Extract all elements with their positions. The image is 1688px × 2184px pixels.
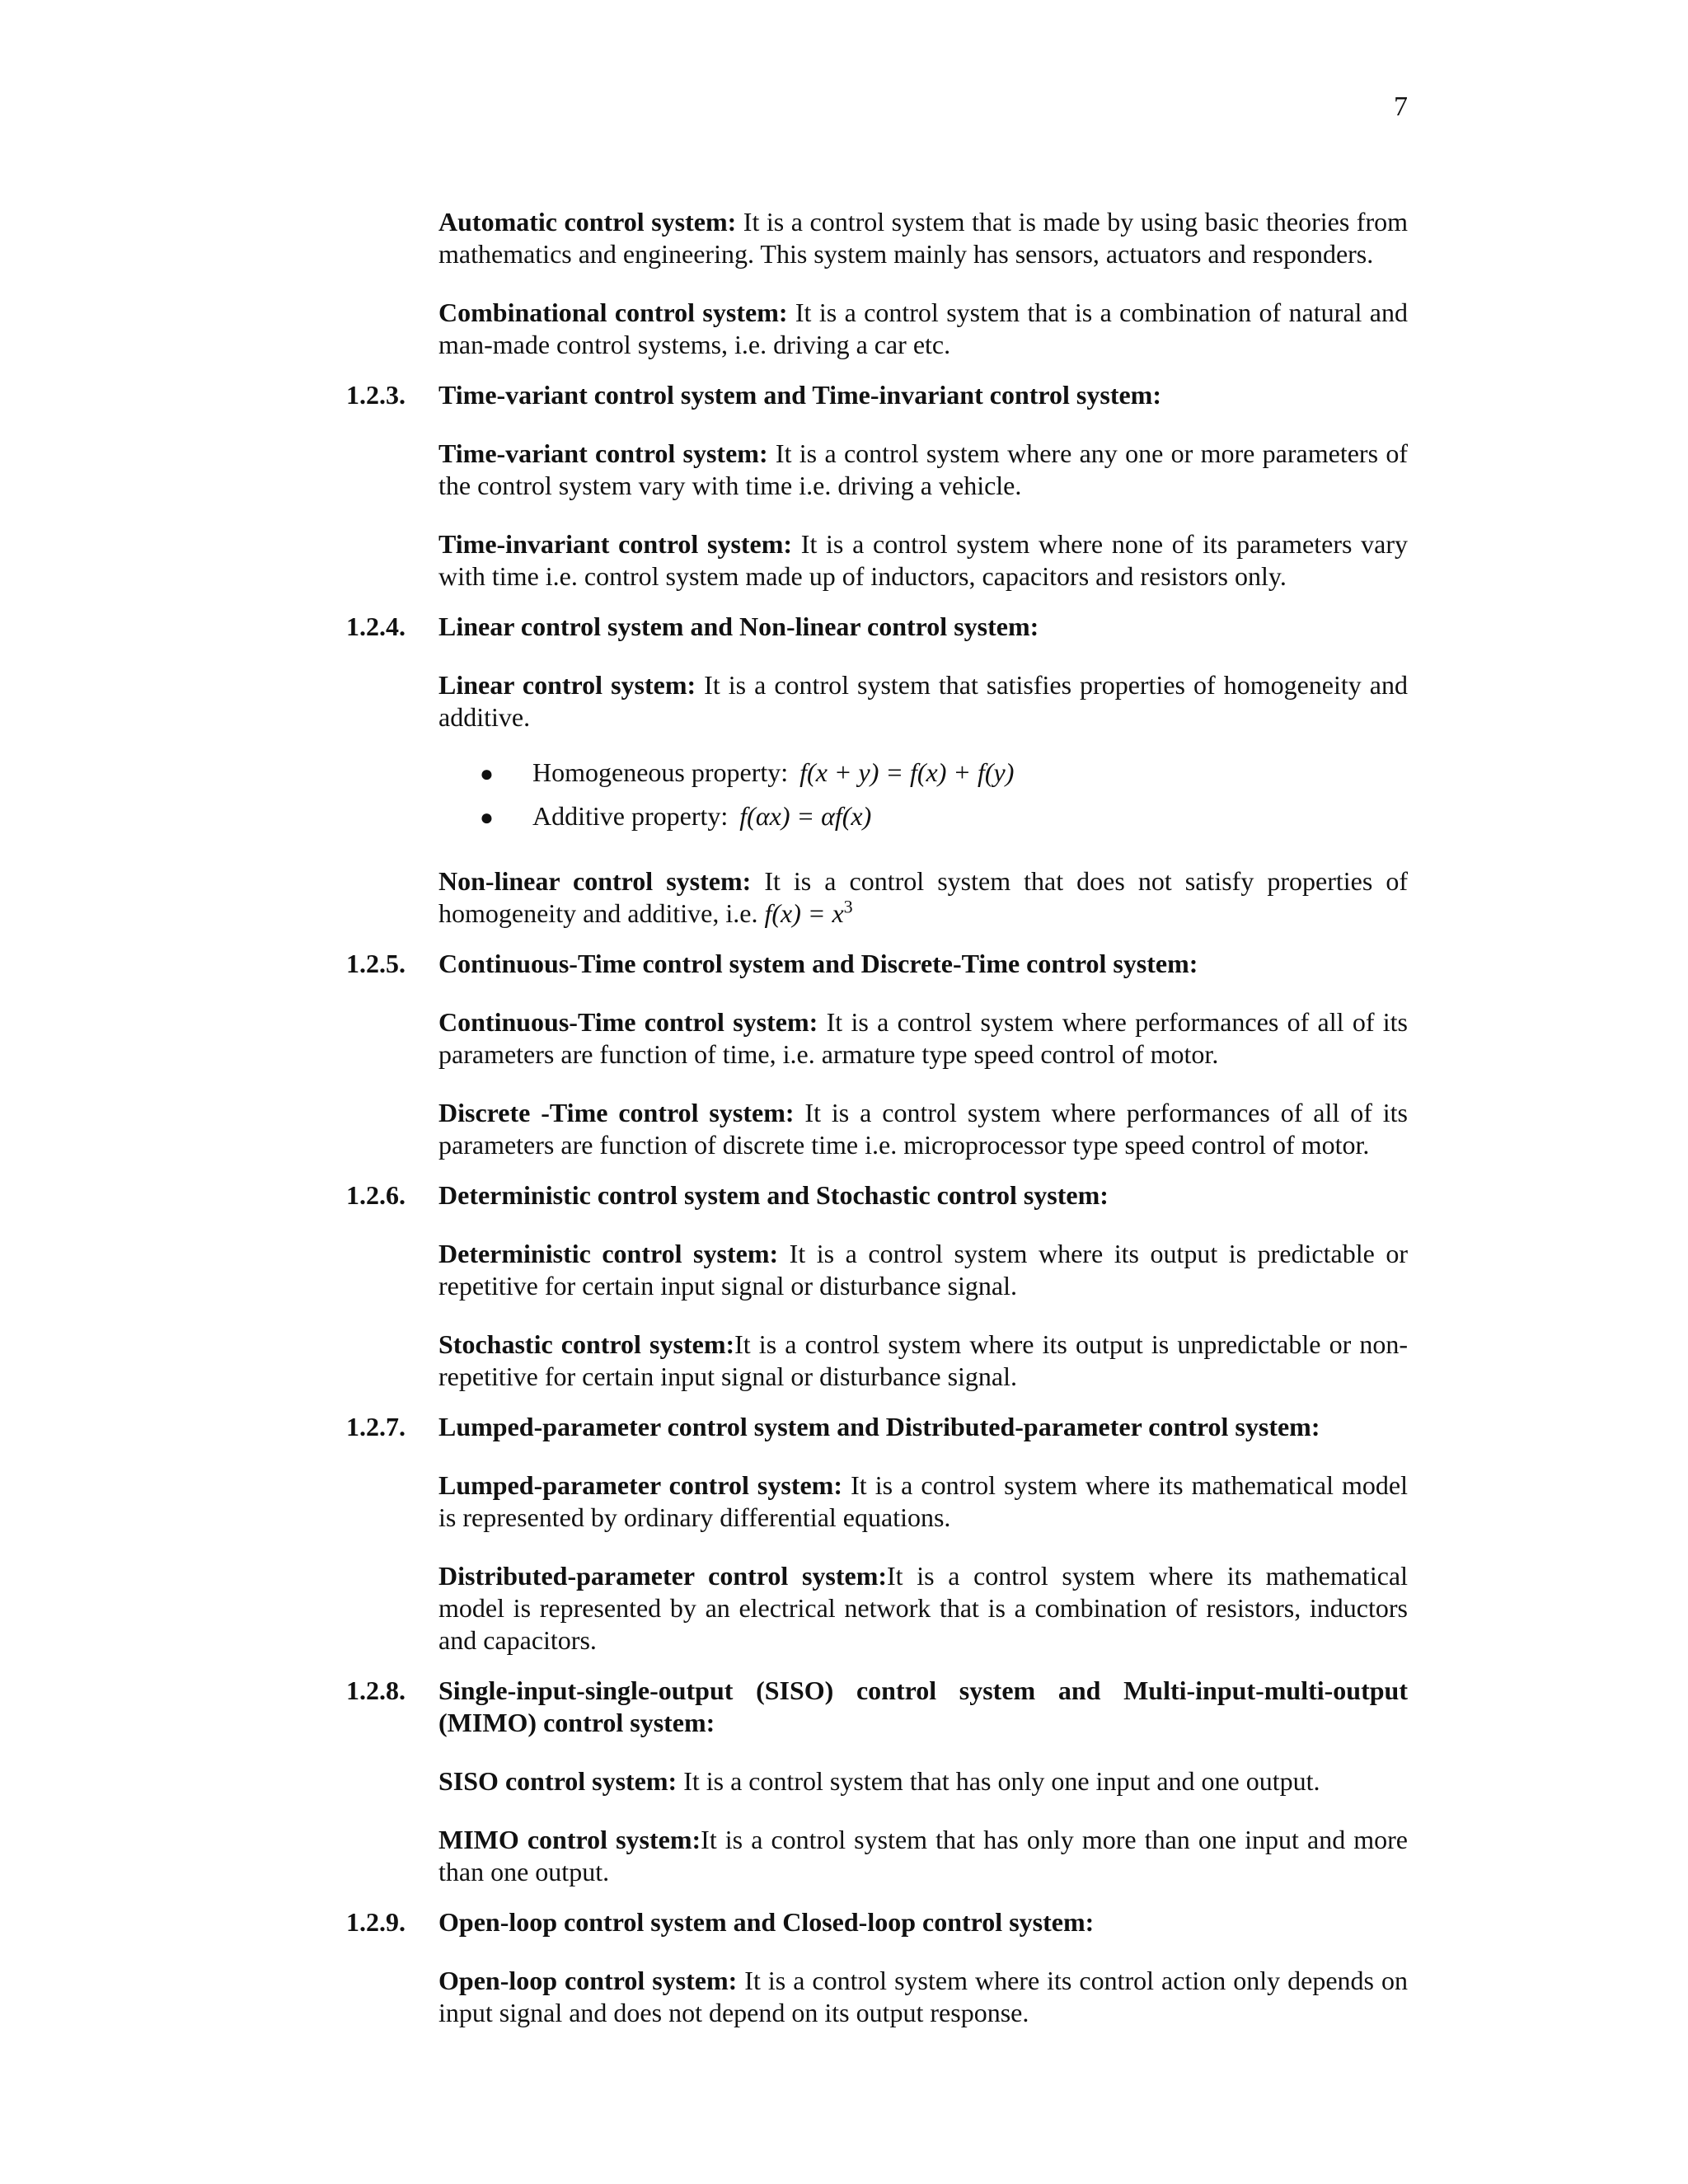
- property-formula: f(αx) = αf(x): [739, 801, 872, 831]
- definition-discrete-time: It is a control system where performances of all of its parameters are function of discrete time i.e. microprocessor type speed control of motor.: [438, 1098, 1409, 1160]
- page-content: [346, 180, 1408, 2047]
- term-siso: SISO control system:: [438, 1766, 678, 1796]
- term-stochastic: Stochastic control system:: [438, 1329, 735, 1359]
- term-time-variant: Time-variant control system:: [438, 438, 768, 468]
- term-linear: Linear control system:: [438, 670, 696, 700]
- term-combinational-control: Combinational control system:: [438, 298, 788, 327]
- term-open-loop: Open-loop control system:: [438, 1966, 738, 1995]
- property-formula: f(x + y) = f(x) + f(y): [799, 757, 1015, 787]
- section-title: Time-variant control system and Time-invariant control system:: [438, 380, 1161, 410]
- definition-continuous-time: It is a control system where performances of all of its parameters are function of time, i.e. armature type speed control of motor.: [438, 1007, 1409, 1069]
- bullet-icon: ●: [480, 762, 494, 787]
- paragraph-automatic-control: [438, 206, 1408, 270]
- paragraph-time-variant: [438, 438, 1408, 502]
- term-lumped-parameter: Lumped-parameter control system:: [438, 1470, 842, 1500]
- non-linear-formula: f(x) = x: [764, 898, 844, 928]
- definition-stochastic: It is a control system where its output is unpredictable or non-repetitive for certain input signal or disturbance signal.: [438, 1329, 1409, 1391]
- bullet-icon: ●: [480, 805, 494, 831]
- section-number: 1.2.5.: [346, 949, 406, 978]
- section-number: 1.2.4.: [346, 612, 406, 641]
- property-list: [480, 752, 1408, 839]
- term-deterministic: Deterministic control system:: [438, 1239, 779, 1268]
- paragraph-time-invariant: [438, 528, 1408, 593]
- term-automatic-control: Automatic control system:: [438, 207, 737, 237]
- paragraph-mimo: [438, 1824, 1408, 1888]
- definition-linear: It is a control system that satisfies properties of homogeneity and additive.: [438, 670, 1409, 732]
- paragraph-distributed-parameter: [438, 1560, 1408, 1657]
- definition-time-variant: It is a control system where any one or more parameters of the control system vary with time i.e. driving a vehicle.: [438, 438, 1409, 500]
- definition-automatic-control: It is a control system that is made by using basic theories from mathematics and engineering. This system mainly has sensors, actuators and responders.: [438, 207, 1409, 269]
- paragraph-combinational-control: [438, 297, 1408, 361]
- property-label: Additive property:: [532, 801, 729, 831]
- paragraph-deterministic: [438, 1238, 1408, 1302]
- section-title: Lumped-parameter control system and Distributed-parameter control system:: [438, 1412, 1320, 1441]
- section-heading-1-2-9: [346, 1906, 1408, 1938]
- definition-mimo: It is a control system that has only more than one input and more than one output.: [438, 1825, 1409, 1886]
- term-discrete-time: Discrete -Time control system:: [438, 1098, 795, 1127]
- section-title: Deterministic control system and Stochastic control system:: [438, 1180, 1109, 1210]
- term-mimo: MIMO control system:: [438, 1825, 701, 1854]
- paragraph-discrete-time: [438, 1097, 1408, 1161]
- section-heading-1-2-6: [346, 1179, 1408, 1212]
- section-number: 1.2.7.: [346, 1412, 406, 1441]
- section-title: Linear control system and Non-linear control system:: [438, 612, 1039, 641]
- paragraph-siso: [438, 1765, 1408, 1797]
- section-number: 1.2.9.: [346, 1907, 406, 1937]
- paragraph-open-loop: [438, 1965, 1408, 2029]
- term-time-invariant: Time-invariant control system:: [438, 529, 793, 559]
- formula-exponent: 3: [843, 896, 853, 917]
- section-number: 1.2.6.: [346, 1180, 406, 1210]
- section-title: Single-input-single-output (SISO) control system and Multi-input-multi-output (MIMO) control system:: [438, 1675, 1408, 1737]
- definition-lumped-parameter: It is a control system where its mathematical model is represented by ordinary differential equations.: [438, 1470, 1409, 1532]
- definition-combinational-control: It is a control system that is a combination of natural and man-made control systems, i.e. driving a car etc.: [438, 298, 1409, 359]
- definition-siso: It is a control system that has only one input and one output.: [677, 1766, 1320, 1796]
- section-number: 1.2.3.: [346, 380, 406, 410]
- section-heading-1-2-3: [346, 379, 1408, 411]
- property-label: Homogeneous property:: [532, 757, 789, 787]
- paragraph-lumped-parameter: [438, 1469, 1408, 1534]
- definition-deterministic: It is a control system where its output is predictable or repetitive for certain input signal or disturbance signal.: [438, 1239, 1409, 1301]
- paragraph-stochastic: [438, 1329, 1408, 1393]
- definition-non-linear: It is a control system that does not satisfy properties of homogeneity and additive, i.e.: [438, 866, 1409, 928]
- definition-time-invariant: It is a control system where none of its parameters vary with time i.e. control system made up of inductors, capacitors and resistors only.: [438, 529, 1409, 591]
- paragraph-linear: [438, 669, 1408, 733]
- section-title: Continuous-Time control system and Discrete-Time control system:: [438, 949, 1198, 978]
- list-item: [480, 795, 1408, 839]
- paragraph-non-linear: [438, 865, 1408, 930]
- section-number: 1.2.8.: [346, 1675, 406, 1705]
- section-title: Open-loop control system and Closed-loop control system:: [438, 1907, 1095, 1937]
- section-heading-1-2-7: [346, 1411, 1408, 1443]
- section-heading-1-2-5: [346, 948, 1408, 980]
- section-heading-1-2-8: [346, 1675, 1408, 1739]
- section-heading-1-2-4: [346, 611, 1408, 643]
- page-number: 7: [1394, 91, 1408, 122]
- definition-distributed-parameter: It is a control system where its mathematical model is represented by an electrical network that is a combination of resistors, inductors and capacitors.: [438, 1561, 1408, 1655]
- term-non-linear: Non-linear control system:: [438, 866, 752, 896]
- term-distributed-parameter: Distributed-parameter control system:: [438, 1561, 888, 1591]
- term-continuous-time: Continuous-Time control system:: [438, 1007, 818, 1037]
- list-item: [480, 752, 1408, 795]
- definition-open-loop: It is a control system where its control action only depends on input signal and does not depend on its output response.: [438, 1966, 1408, 2027]
- paragraph-continuous-time: [438, 1006, 1408, 1071]
